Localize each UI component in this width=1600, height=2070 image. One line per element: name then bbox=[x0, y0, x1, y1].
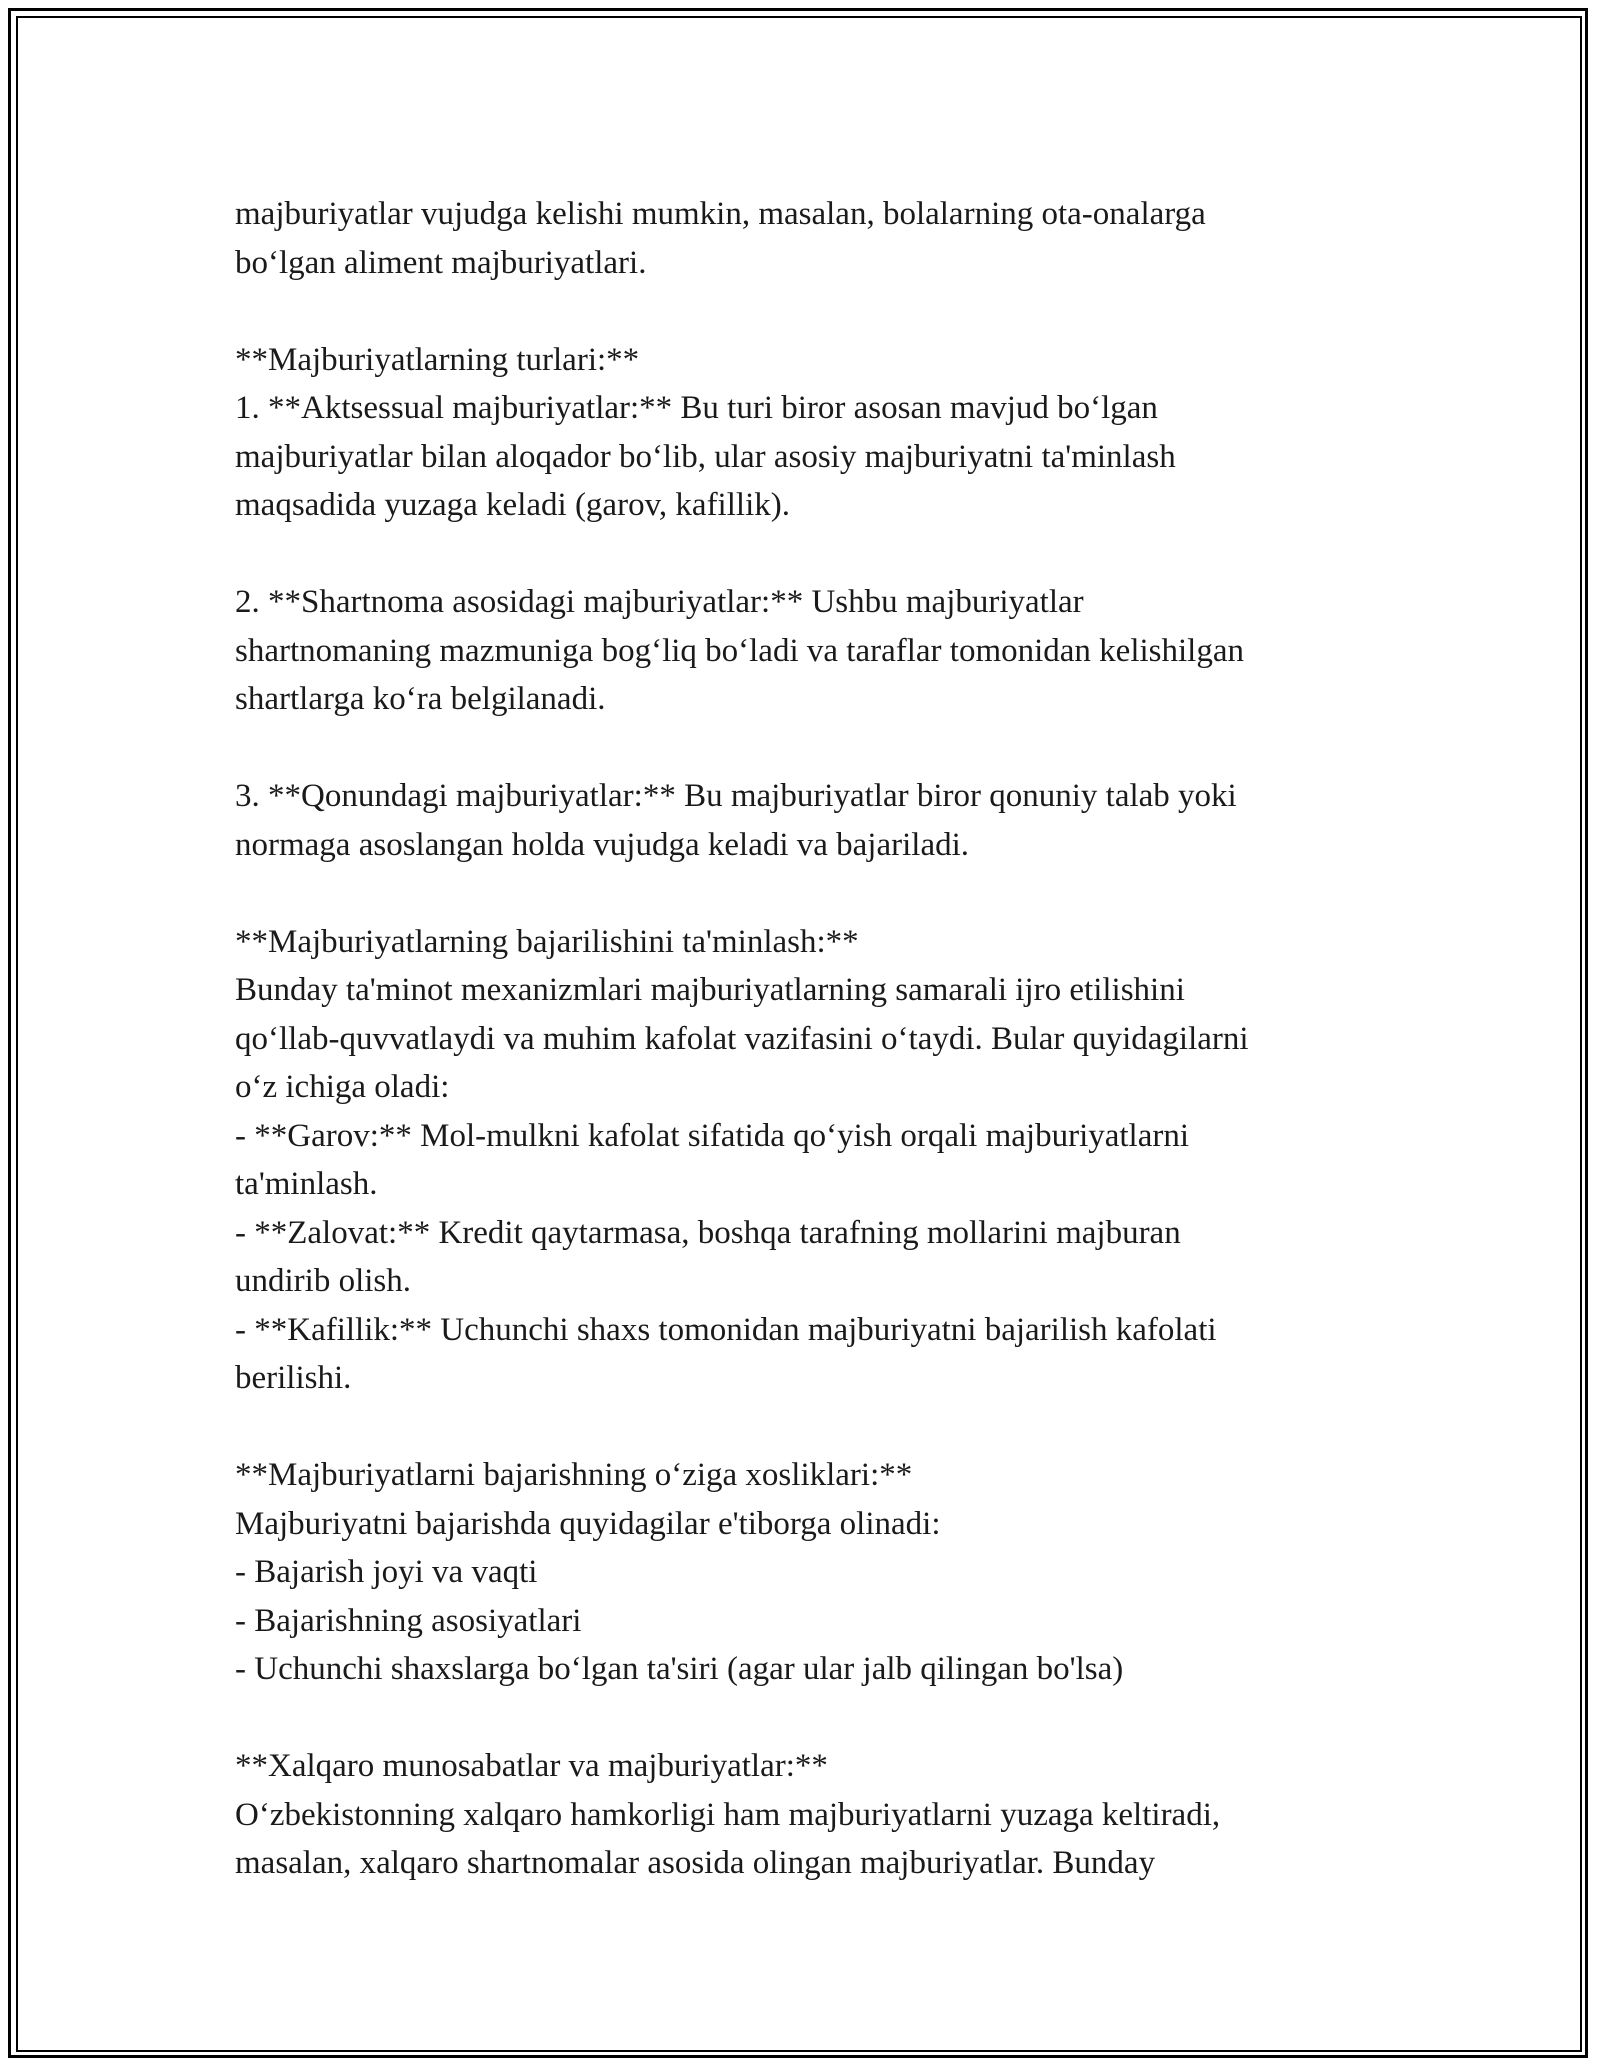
text-line: 2. **Shartnoma asosidagi majburiyatlar:** Ushbu majburiyatlar bbox=[235, 584, 1084, 620]
text-line: shartlarga ko‘ra belgilanadi. bbox=[235, 681, 606, 717]
text-line: Majburiyatni bajarishda quyidagilar e'tiborga olinadi: bbox=[235, 1505, 941, 1542]
blank-line bbox=[235, 869, 1415, 918]
text-line: normaga asoslangan holda vujudga keladi va bajariladi. bbox=[235, 826, 970, 863]
blank-line bbox=[235, 1403, 1415, 1452]
section-heading: **Xalqaro munosabatlar va majburiyatlar:** bbox=[235, 1748, 828, 1784]
text-line: Bunday ta'minot mexanizmlari majburiyatlarning samarali ijro etilishini bbox=[235, 972, 1185, 1008]
text-line: undirib olish. bbox=[235, 1263, 412, 1299]
list-item: - Bajarish joyi va vaqti bbox=[235, 1554, 538, 1590]
document-body bbox=[235, 190, 1415, 1888]
text-line: 1. **Aktsessual majburiyatlar:** Bu turi biror asosan mavjud bo‘lgan bbox=[235, 390, 1158, 426]
list-item: - Uchunchi shaxslarga bo‘lgan ta'siri (agar ular jalb qilingan bo'lsa) bbox=[235, 1651, 1124, 1687]
text-line: qo‘llab-quvvatlaydi va muhim kafolat vazifasini o‘taydi. Bular quyidagilarni bbox=[235, 1020, 1249, 1057]
text-line: masalan, xalqaro shartnomalar asosida olingan majburiyatlar. Bunday bbox=[235, 1845, 1156, 1881]
section-heading: **Majburiyatlarni bajarishning o‘ziga xosliklari:** bbox=[235, 1457, 913, 1493]
blank-line bbox=[235, 287, 1415, 336]
blank-line bbox=[235, 530, 1415, 579]
section-heading: **Majburiyatlarning turlari:** bbox=[235, 341, 640, 378]
blank-line bbox=[235, 1694, 1415, 1743]
list-item: - **Zalovat:** Kredit qaytarmasa, boshqa tarafning mollarini majburan bbox=[235, 1214, 1181, 1251]
text-line: 3. **Qonundagi majburiyatlar:** Bu majburiyatlar biror qonuniy talab yoki bbox=[235, 778, 1237, 814]
section-heading: **Majburiyatlarning bajarilishini ta'minlash:** bbox=[235, 923, 859, 960]
text-line: berilishi. bbox=[235, 1360, 352, 1396]
text-line: ta'minlash. bbox=[235, 1166, 378, 1202]
list-item: - **Kafillik:** Uchunchi shaxs tomonidan majburiyatni bajarilish kafolati bbox=[235, 1311, 1217, 1348]
text-line: o‘z ichiga oladi: bbox=[235, 1069, 450, 1105]
list-item: - Bajarishning asosiyatlari bbox=[235, 1602, 582, 1639]
text-line: shartnomaning mazmuniga bog‘liq bo‘ladi va taraflar tomonidan kelishilgan bbox=[235, 632, 1244, 669]
text-line: bo‘lgan aliment majburiyatlari. bbox=[235, 244, 647, 281]
text-line: majburiyatlar vujudga kelishi mumkin, masalan, bolalarning ota-onalarga bbox=[235, 196, 1206, 232]
text-line: majburiyatlar bilan aloqador bo‘lib, ular asosiy majburiyatni ta'minlash bbox=[235, 438, 1176, 475]
blank-line bbox=[235, 724, 1415, 773]
list-item: - **Garov:** Mol-mulkni kafolat sifatida qo‘yish orqali majburiyatlarni bbox=[235, 1117, 1190, 1154]
text-line: maqsadida yuzaga keladi (garov, kafillik). bbox=[235, 487, 790, 523]
text-line: O‘zbekistonning xalqaro hamkorligi ham majburiyatlarni yuzaga keltiradi, bbox=[235, 1796, 1221, 1833]
